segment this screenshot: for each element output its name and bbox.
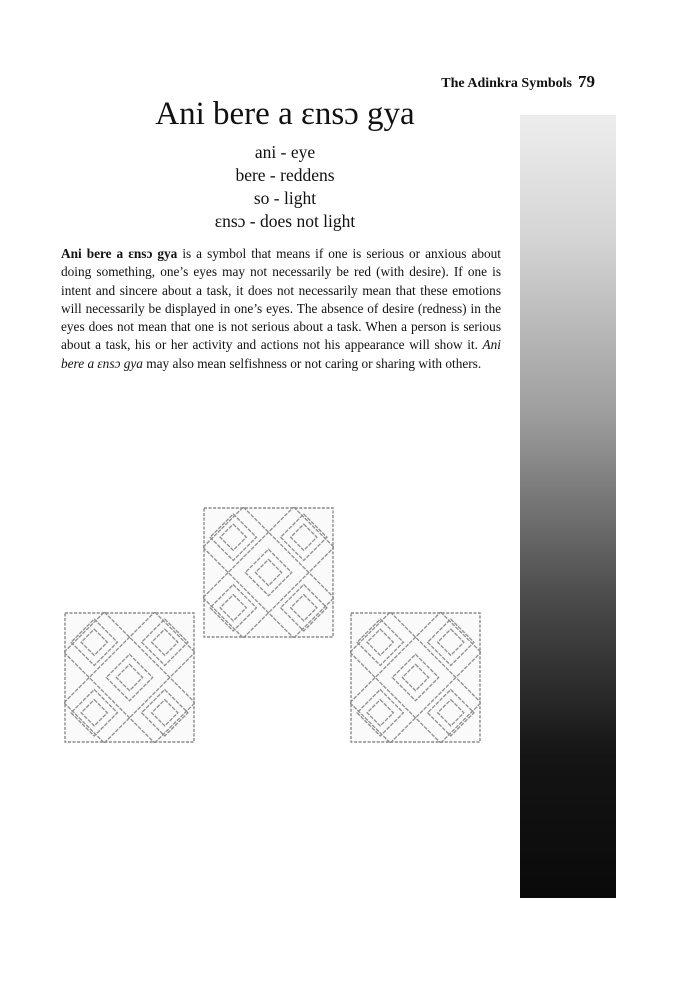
gloss-line: ani - eye <box>254 142 316 162</box>
body-italic-term: Ani bere a ɛnsɔ gya <box>61 337 501 371</box>
decorative-gradient-bar <box>520 115 616 898</box>
gloss-line: ɛnsɔ - does not light <box>214 211 356 231</box>
translation-gloss <box>130 141 440 233</box>
gloss-line: bere - reddens <box>235 165 335 185</box>
ani-bere-symbol-top <box>203 507 334 638</box>
ani-bere-symbol-right <box>350 612 481 743</box>
running-head-title: The Adinkra Symbols <box>441 76 572 91</box>
body-paragraph <box>61 245 501 373</box>
body-text-part2: may also mean selfishness or not caring or sharing with others. <box>142 355 482 371</box>
page-title: Ani bere a ɛnsɔ gya <box>155 96 415 132</box>
running-head <box>400 72 595 92</box>
gloss-line: so - light <box>253 188 317 208</box>
body-text-part1: is a symbol that means if one is serious or anxious about doing something, one’s eyes may not necessarily be red (with desire). If one is intent and sincere about a task, it does not necessarily mean that these emotions will necessarily be displayed in one’s eyes. The absence of desire (redness) in the eyes does not mean that one is not serious about a task. When a person is serious about a task, his or her activity and actions not his appearance will show it. <box>61 246 501 353</box>
page-number: 79 <box>578 72 595 91</box>
ani-bere-symbol-left <box>64 612 195 743</box>
body-lead-term: Ani bere a ɛnsɔ gya <box>61 246 178 261</box>
